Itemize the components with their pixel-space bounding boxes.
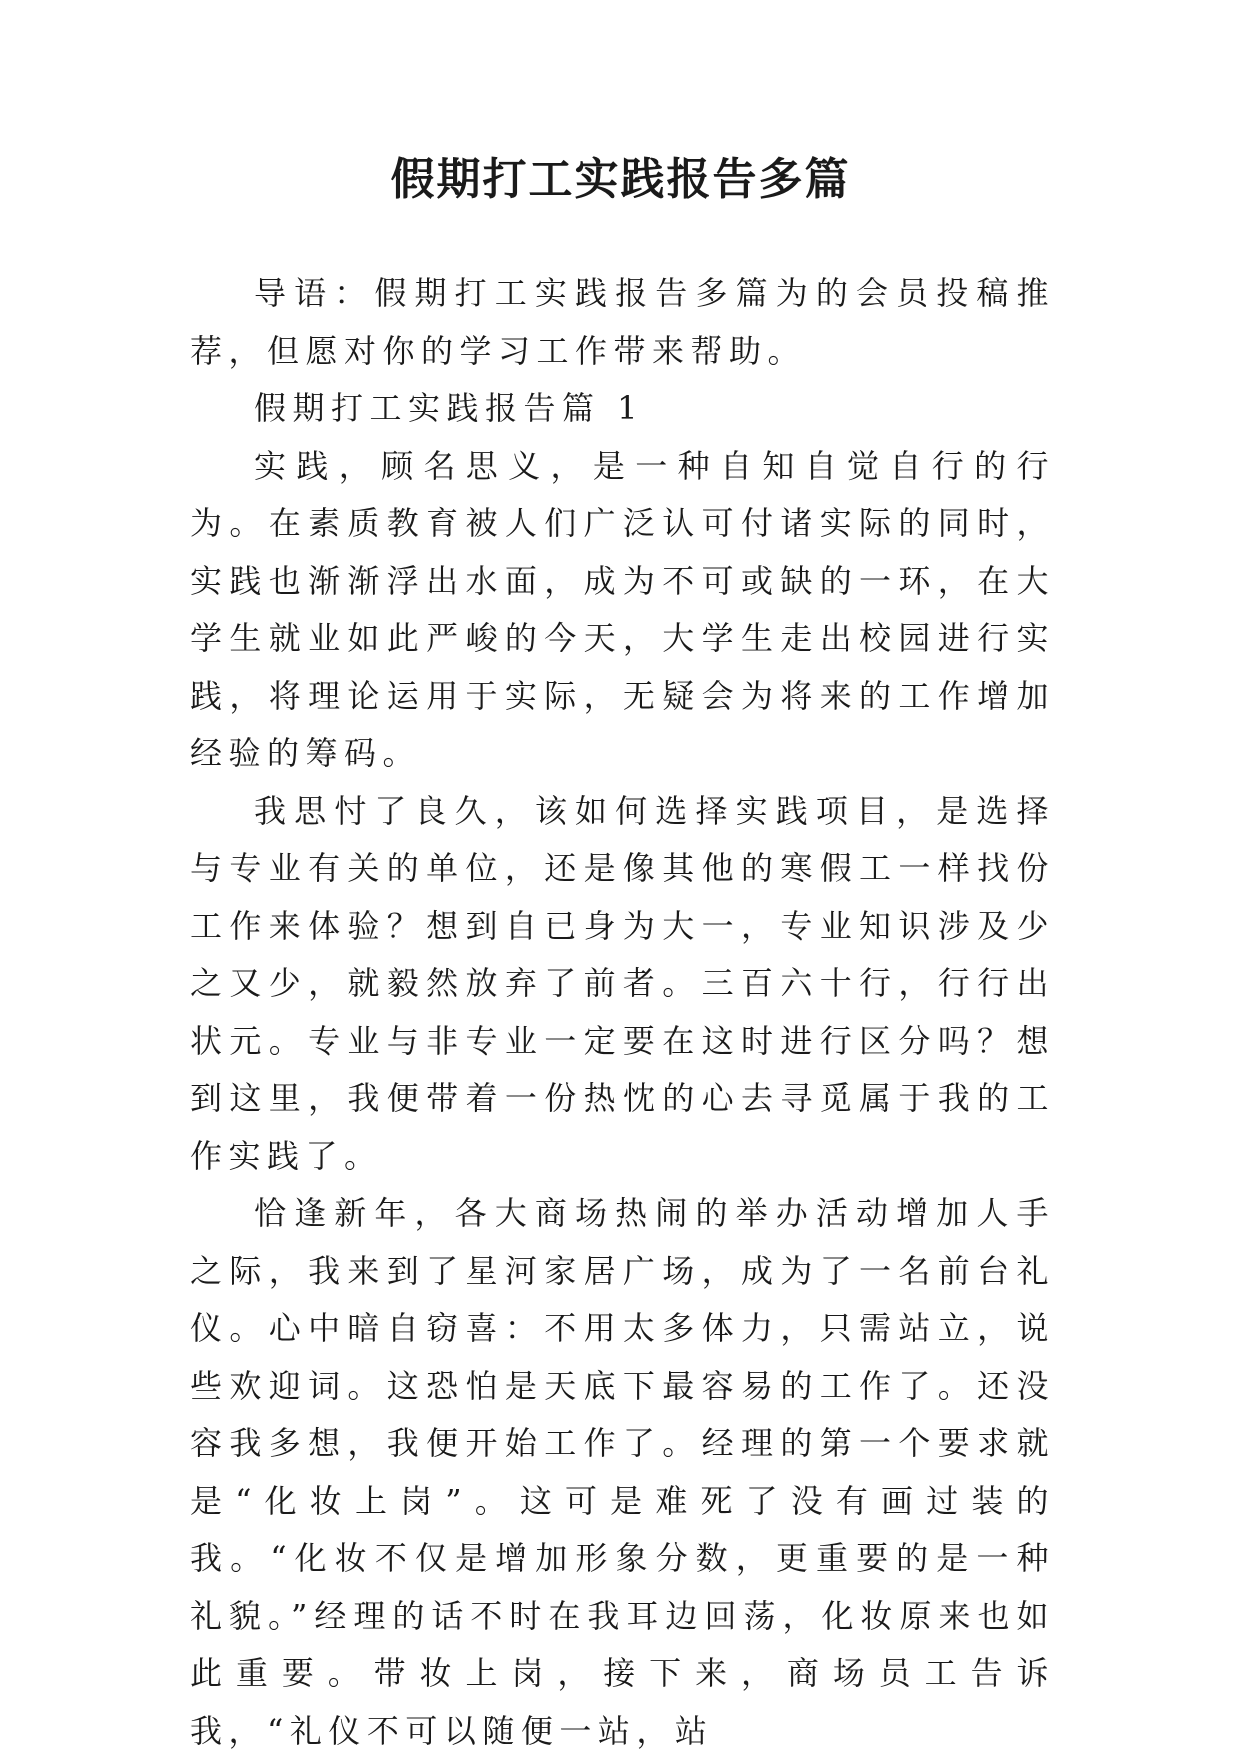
body-paragraph: 实践，顾名思义，是一种自知自觉自行的行为。在素质教育被人们广泛认可付诸实际的同时，实践也渐渐浮出水面，成为不可或缺的一环，在大学生就业如此严峻的今天，大学生走出校园进行实践，将理论运用于实际，无疑会为将来的工作增加经验的筹码。 bbox=[190, 446, 1055, 772]
document-body bbox=[190, 265, 1055, 1760]
body-paragraph: 我思忖了良久，该如何选择实践项目，是选择与专业有关的单位，还是像其他的寒假工一样找份工作来体验？想到自已身为大一，专业知识涉及少之又少，就毅然放弃了前者。三百六十行，行行出状元。专业与非专业一定要在这时进行区分吗？想到这里，我便带着一份热忱的心去寻觅属于我的工作实践了。 bbox=[190, 791, 1055, 1175]
section-heading: 假期打工实践报告篇 1 bbox=[254, 389, 645, 427]
body-paragraph: 恰逢新年，各大商场热闹的举办活动增加人手之际，我来到了星河家居广场，成为了一名前台礼仪。心中暗自窃喜：不用太多体力，只需站立，说些欢迎词。这恐怕是天底下最容易的工作了。还没容我多想，我便开始工作了。经理的第一个要求就是“化妆上岗”。这可是难死了没有画过装的我。“化妆不仅是增加形象分数，更重要的是一种礼貌。”经理的话不时在我耳边回荡，化妆原来也如此重要。带妆上岗，接下来，商场员工告诉我，“礼仪不可以随便一站，站 bbox=[190, 1194, 1055, 1750]
intro-paragraph: 导语：假期打工实践报告多篇为的会员投稿推荐，但愿对你的学习工作带来帮助。 bbox=[190, 274, 1055, 370]
document-title: 假期打工实践报告多篇 bbox=[390, 154, 851, 205]
